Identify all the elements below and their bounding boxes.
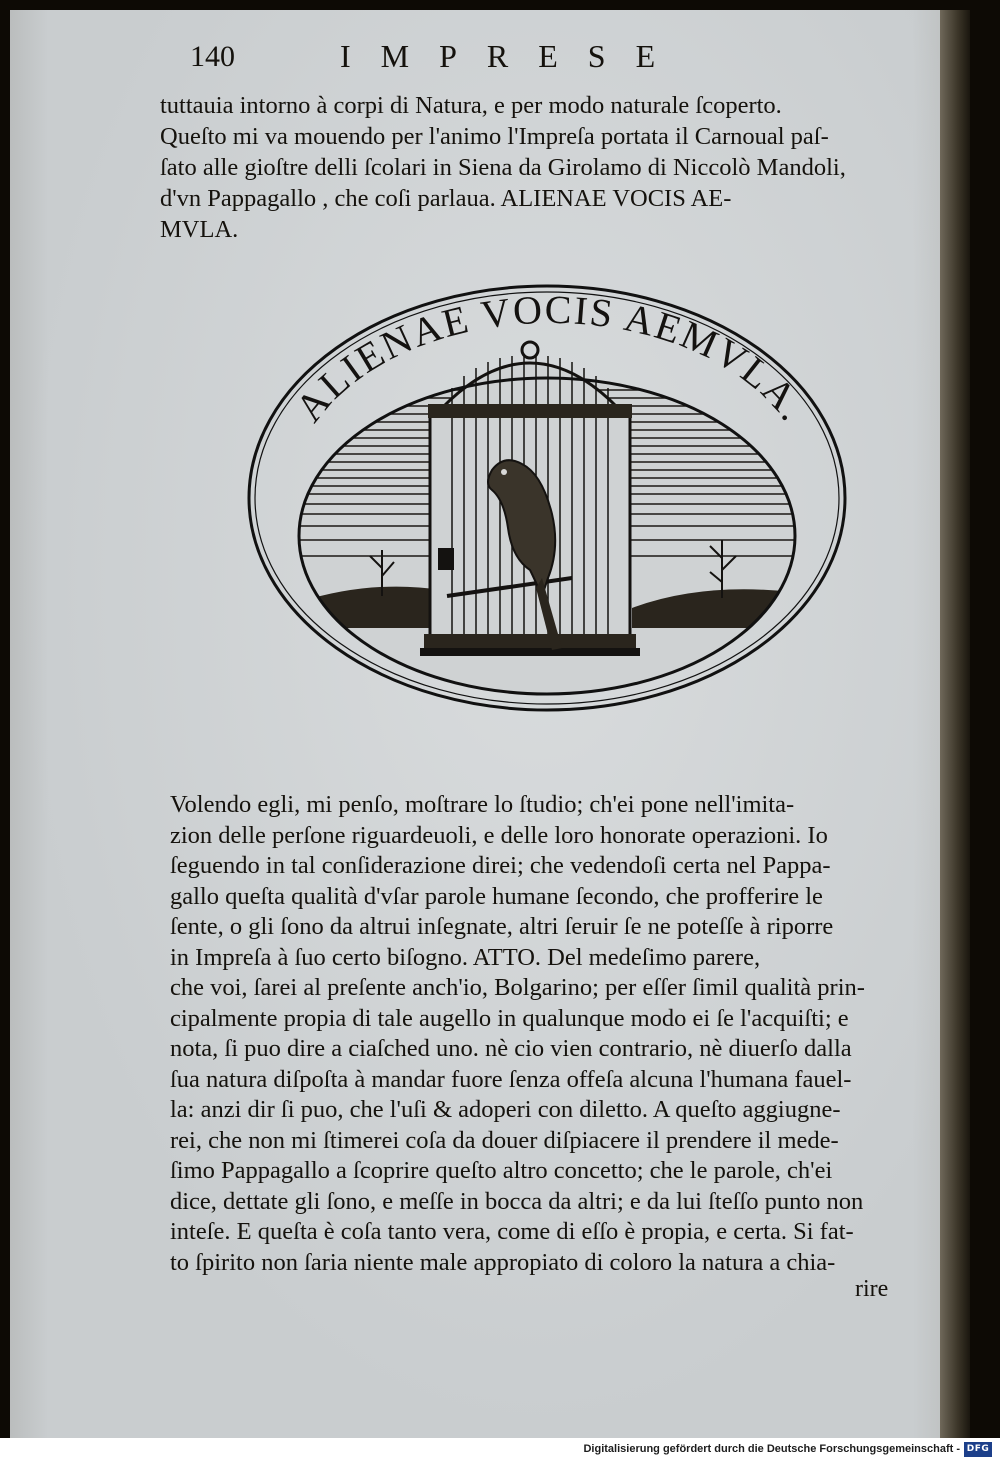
- text-line: nota, ſi puo dire a ciaſched uno. nè cio vien contrario, nè diuerſo dalla: [170, 1035, 852, 1062]
- text-line: ſeguendo in tal conſiderazione direi; che vedendoſi certa nel Pappa-: [170, 852, 831, 879]
- text-line: cipalmente propia di tale augello in qualunque modo ei ſe l'acquiſti; e: [170, 1004, 849, 1032]
- text-line: ſimo Pappagallo a ſcoprire queſto altro concetto; che le parole, ch'ei: [170, 1157, 833, 1184]
- text-line: ſato alle gioſtre delli ſcolari in Siena da Girolamo di Niccolò Mandoli,: [160, 154, 846, 181]
- text-line: MVLA.: [160, 216, 239, 243]
- page-number: 140: [190, 40, 235, 73]
- text-line: Queſto mi va mouendo per l'animo l'Impreſa portata il Carnoual paſ-: [160, 123, 829, 150]
- dfg-logo: DFG: [964, 1442, 992, 1457]
- running-title: IMPRESE: [340, 38, 686, 74]
- top-paragraph: [160, 90, 846, 245]
- text-line: gallo queſta qualità d'vſar parole humane ſecondo, che profferire le: [170, 882, 823, 910]
- digitization-footer: [0, 1438, 1000, 1462]
- text-line: dice, dettate gli ſono, e meſſe in bocca da altri; e da lui ſteſſo punto non: [170, 1187, 864, 1215]
- parrot-cage-emblem: [242, 278, 852, 718]
- text-line: che voi, ſarei al preſente anch'io, Bolgarino; per eſſer ſimil qualità prin-: [170, 974, 865, 1001]
- emblem-motto: ALIENAE VOCIS AEMVLA.: [286, 286, 817, 430]
- text-line: in Impreſa à ſuo certo biſogno. ATTO. Del medeſimo parere,: [170, 943, 761, 971]
- text-line: tuttauia intorno à corpi di Natura, e per modo naturale ſcoperto.: [160, 92, 782, 119]
- page-edge-shadow: [940, 10, 970, 1438]
- text-line: rei, che non mi ſtimerei coſa da douer diſpiacere il prendere il mede-: [170, 1126, 839, 1154]
- text-line: la: anzi dir ſi puo, che l'uſi & adoperi con diletto. A queſto aggiugne-: [170, 1096, 841, 1123]
- catchword: rire: [855, 1276, 889, 1302]
- text-line: Volendo egli, mi penſo, moſtrare lo ſtudio; ch'ei pone nell'imita-: [170, 791, 795, 818]
- text-line: d'vn Pappagallo , che coſi parlaua. ALIENAE VOCIS AE-: [160, 185, 732, 212]
- body-paragraph: [170, 790, 865, 1278]
- text-line: to ſpirito non ſaria niente male appropiato di coloro la natura a chia-: [170, 1248, 836, 1276]
- text-line: ſente, o gli ſono da altrui inſegnate, altri ſeruir ſe ne poteſſe à riporre: [170, 913, 834, 940]
- text-line: ſua natura diſpoſta à mandar fuore ſenza offeſa alcuna l'humana fauel-: [170, 1065, 852, 1093]
- text-line: inteſe. E queſta è coſa tanto vera, come di eſſo è propia, e certa. Si fat-: [170, 1218, 854, 1245]
- scanned-book-page: [10, 10, 970, 1438]
- funding-notice: Digitalisierung gefördert durch die Deutsche Forschungsgemeinschaft -: [583, 1443, 960, 1455]
- text-line: zion delle perſone riguardeuoli, e delle loro honorate operazioni. Io: [170, 821, 828, 849]
